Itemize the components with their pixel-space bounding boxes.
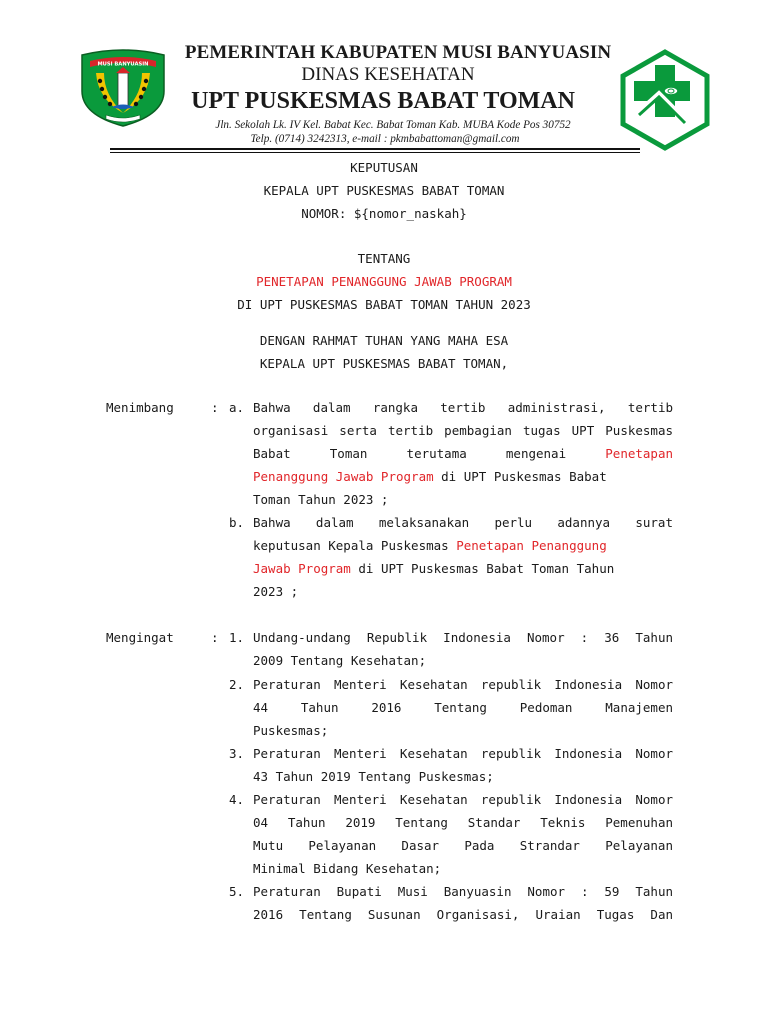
- mengingat-item-4: [253, 788, 673, 880]
- menimbang-b-text: di UPT Puskesmas Babat Toman Tahun: [350, 561, 615, 576]
- menimbang-item-a: [253, 396, 673, 511]
- letterhead-rule-thick: [110, 148, 640, 150]
- menimbang-b-line: 2023 ;: [253, 584, 299, 599]
- letterhead-rule-thin: [110, 152, 640, 153]
- menimbang-b-highlight: Jawab Program: [253, 561, 351, 576]
- title-rahmat: DENGAN RAHMAT TUHAN YANG MAHA ESA: [259, 333, 509, 348]
- title-subject-place: DI UPT PUSKESMAS BABAT TOMAN TAHUN 2023: [237, 297, 531, 312]
- menimbang-a-line: Toman Tahun 2023 ;: [253, 492, 389, 507]
- menimbang-item-b: [253, 511, 673, 603]
- menimbang-b-highlight: Penetapan Penanggung: [456, 538, 607, 553]
- mengingat-marker-5: 5.: [229, 884, 245, 899]
- mengingat-colon: :: [211, 630, 219, 645]
- mengingat-item-2: [253, 673, 673, 742]
- title-tentang: TENTANG: [357, 251, 411, 266]
- logo-band-text: MUSI BANYUASIN: [97, 61, 149, 68]
- mengingat-item-1: [253, 626, 673, 672]
- menimbang-b-line: Bahwa dalam melaksanakan perlu adannya surat: [253, 515, 673, 530]
- menimbang-b-line: [253, 557, 673, 580]
- mengingat-marker-2: 2.: [229, 677, 245, 692]
- menimbang-b-line: [253, 534, 673, 557]
- letterhead-government: PEMERINTAH KABUPATEN MUSI BANYUASIN: [184, 42, 612, 63]
- menimbang-a-line: [253, 465, 673, 488]
- menimbang-a-line: Bahwa dalam rangka tertib administrasi, tertib: [253, 400, 673, 415]
- mengingat-4-line: Peraturan Menteri Kesehatan republik Indonesia Nomor: [253, 792, 673, 807]
- menimbang-colon: :: [211, 400, 219, 415]
- menimbang-marker-b: b.: [229, 515, 245, 530]
- menimbang-a-highlight: Penanggung Jawab Program: [253, 469, 434, 484]
- mengingat-4-line: Minimal Bidang Kesehatan;: [253, 861, 442, 876]
- mengingat-1-line: 2009 Tentang Kesehatan;: [253, 653, 427, 668]
- letterhead-department: DINAS KESEHATAN: [301, 64, 475, 85]
- mengingat-3-line: Peraturan Menteri Kesehatan republik Indonesia Nomor: [253, 746, 673, 761]
- letterhead-institution: UPT PUSKESMAS BABAT TOMAN: [191, 88, 575, 114]
- title-kepala: KEPALA UPT PUSKESMAS BABAT TOMAN: [263, 183, 505, 198]
- mengingat-marker-1: 1.: [229, 630, 245, 645]
- title-subject: PENETAPAN PENANGGUNG JAWAB PROGRAM: [256, 274, 512, 289]
- mengingat-1-line: Undang-undang Republik Indonesia Nomor : 36 Tahun: [253, 630, 673, 645]
- menimbang-a-text: di UPT Puskesmas Babat: [433, 469, 607, 484]
- mengingat-4-line: 04 Tahun 2019 Tentang Standar Teknis Pemenuhan: [253, 815, 673, 830]
- menimbang-label: Menimbang: [106, 400, 174, 415]
- menimbang-a-line: organisasi serta tertib pembagian tugas UPT Puskesmas: [253, 423, 673, 438]
- mengingat-2-line: Puskesmas;: [253, 723, 329, 738]
- menimbang-a-line: [253, 442, 673, 465]
- title-kepala-2: KEPALA UPT PUSKESMAS BABAT TOMAN,: [259, 356, 509, 371]
- mengingat-item-5: [253, 880, 673, 926]
- letterhead-contact: Telp. (0714) 3242313, e-mail : pkmbabattoman@gmail.com: [250, 133, 520, 145]
- mengingat-5-line: 2016 Tentang Susunan Organisasi, Uraian Tugas Dan: [253, 907, 673, 922]
- menimbang-b-text: keputusan Kepala Puskesmas: [253, 538, 457, 553]
- menimbang-a-text: Babat Toman terutama mengenai: [253, 446, 567, 461]
- mengingat-5-line: Peraturan Bupati Musi Banyuasin Nomor : 59 Tahun: [253, 884, 673, 899]
- mengingat-2-line: Peraturan Menteri Kesehatan republik Indonesia Nomor: [253, 677, 673, 692]
- mengingat-label: Mengingat: [106, 630, 174, 645]
- title-keputusan: KEPUTUSAN: [350, 160, 418, 175]
- mengingat-item-3: [253, 742, 673, 788]
- menimbang-marker-a: a.: [229, 400, 245, 415]
- mengingat-marker-3: 3.: [229, 746, 245, 761]
- puskesmas-logo: [619, 49, 711, 151]
- mengingat-marker-4: 4.: [229, 792, 245, 807]
- mengingat-4-line: Mutu Pelayanan Dasar Pada Strandar Pelayanan: [253, 838, 673, 853]
- letterhead-address: Jln. Sekolah Lk. IV Kel. Babat Kec. Babat Toman Kab. MUBA Kode Pos 30752: [215, 119, 571, 131]
- title-nomor: NOMOR: ${nomor_naskah}: [301, 206, 467, 221]
- letterhead: [158, 42, 618, 146]
- menimbang-a-highlight: Penetapan: [605, 446, 673, 461]
- mengingat-3-line: 43 Tahun 2019 Tentang Puskesmas;: [253, 769, 494, 784]
- mengingat-2-line: 44 Tahun 2016 Tentang Pedoman Manajemen: [253, 700, 673, 715]
